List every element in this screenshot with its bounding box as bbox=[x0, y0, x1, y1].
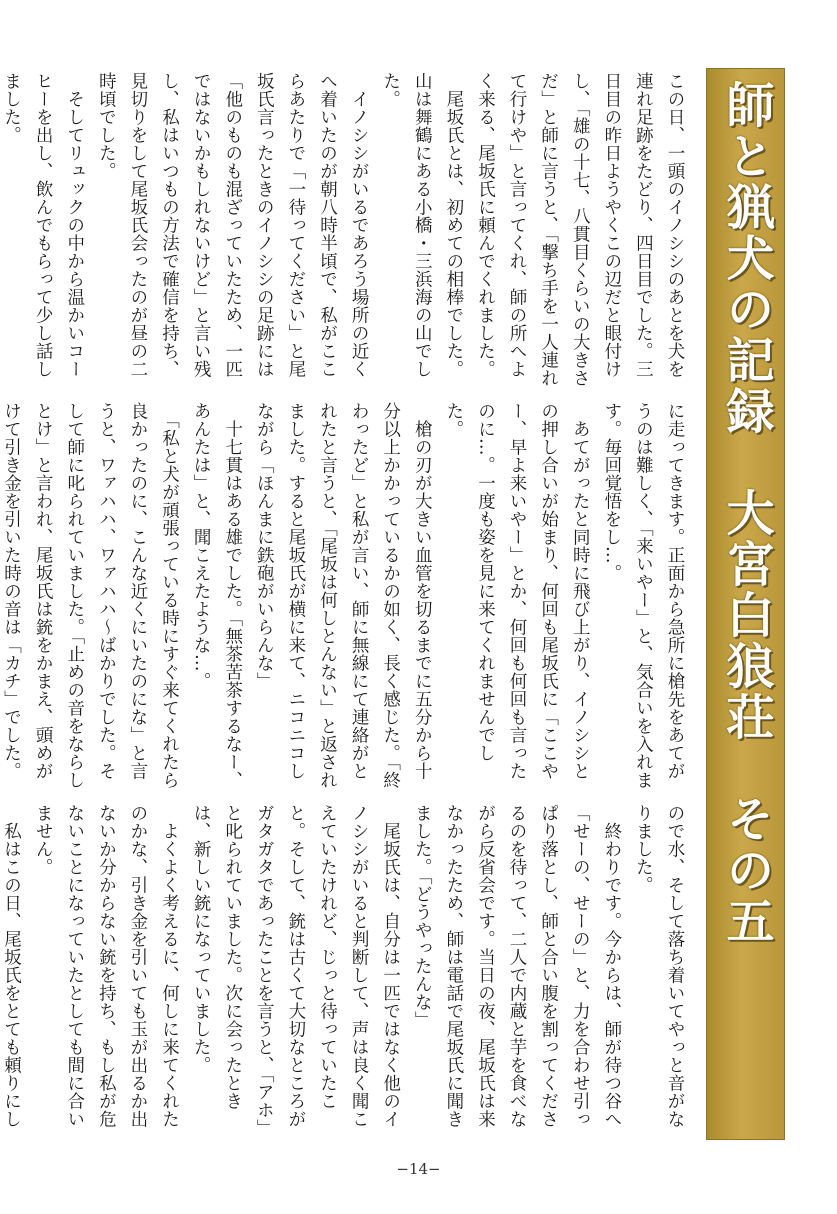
body-text: ので水、そして落ち着いてやっと音がなりました。 終わりです。今からは、師が待つ谷へ「せーの、せーの」と、力を合わせ引っぱり落とし、師と合い腹を割ってくださるのを待って、二人で内蔵と芋を食べながら反省会です。当日の夜、尾坂氏は来なかったため、師は電話で尾坂氏に聞きました。「どうやったんな」 尾坂氏は、自分は一匹ではなく他のイノシシがいると判断して、声は良く聞こえていたけれど、じっと待っていたこと。そして、銃は古くて大切なところがガタガタであったことを言うと、「アホ」と叱られていました。次に会ったときは、新しい銃になっていました。 よくよく考えるに、何しに来てくれたのかな、引き金を引いても玉が出るか出ないか分からない銃を持ち、もし私が危ないことになっていたとしても間に合いません。 私はこの日、尾坂氏をとても頼りにし bbox=[1, 804, 685, 1138]
page-number: −14− bbox=[396, 1160, 441, 1178]
title-banner bbox=[706, 68, 785, 1140]
article-title: 師と猟犬の記録 大宮白狼荘 その五 bbox=[718, 80, 774, 947]
body-text: に走ってきます。正面から急所に槍先をあてがうのは難しく、「来いやー」と、気合いを入れます。毎回覚悟をし…。 あてがったと同時に飛び上がり、イノシシとの押し合いが始まり、何回も尾坂氏に「ここやー、早よ来いやー」とか、何回も何回も言ったのに…。一度も姿を見に来てくれませんでした。 槍の刃が大きい血管を切るまでに五分から十分以上かかっているかの如く、長く感じた。「終わったど」と私が言い、師に無線にて連絡がとれたと言うと、「尾坂は何しとんない」と返されました。すると尾坂氏が横に来て、ニコニコしながら「ほんまに鉄砲がいらんな」 十七貫はある雄でした。「無茶苦茶するなー、あんたは」と、聞こえたような…。 「私と犬が頑張っている時にすぐ来てくれたら良かったのに、こんな近くにいたのにな」と言うと、ワァハハ、ワァハハ～ばかりでした。そして師に叱られていました。「止めの音をならしとけ」と言われ、尾坂氏は銃をかまえ、頭めがけて引き金を引いた時の音は「カチ」でした。 bbox=[1, 402, 685, 790]
text-block-bottom bbox=[1, 804, 690, 1140]
text-block-middle bbox=[1, 402, 690, 794]
text-block-top bbox=[1, 72, 690, 390]
body-text: この日、一頭のイノシシのあとを犬を連れ足跡をたどり、四日目でした。三日目の昨日ようやくこの辺だと眼付けし、「雄の十七、八貫目くらいの大きさだ」と師に言うと、「撃ち手を一人連れて行けや」と言ってくれ、師の所へよく来る、尾坂氏に頼んでくれました。 尾坂氏とは、初めての相棒でした。山は舞鶴にある小橋・三浜海の山でした。 イノシシがいるであろう場所の近くへ着いたのが朝八時半頃で、私がここらあたりで「一待ってください」と尾坂氏言ったときのイノシシの足跡には「他のものも混ざっていたため、一匹ではないかもしれないけど」と言い残し、私はいつもの方法で確信を持ち、見切りをして尾坂氏会ったのが昼の二時頃でした。 そしてリュックの中から温かいコーヒーを出し、飲んでもらって少し話しました。 bbox=[1, 72, 685, 388]
